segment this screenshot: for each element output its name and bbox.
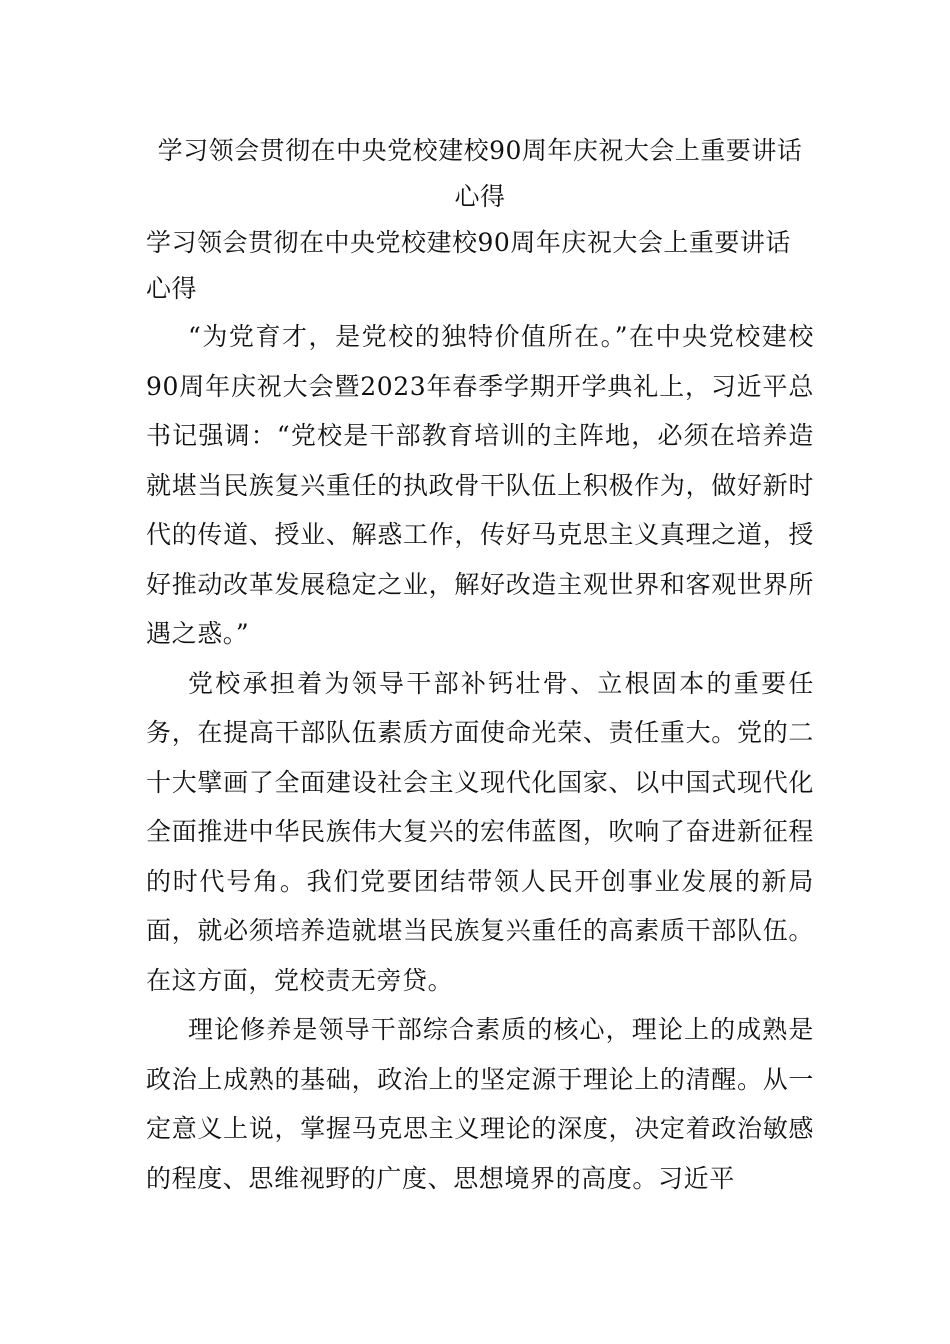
document-page [146, 128, 814, 1203]
paragraph-3: 理论修养是领导干部综合素质的核心，理论上的成熟是政治上成熟的基础，政治上的坚定源于理论上的清醒。从一定意义上说，掌握马克思主义理论的深度，决定着政治敏感的程度、思维视野的广度、思想境界的高度。习近平 [146, 1015, 814, 1193]
paragraph-1: “为党育才，是党校的独特价值所在。”在中央党校建校90周年庆祝大会暨2023年春季学期开学典礼上，习近平总书记强调：“党校是干部教育培训的主阵地，必须在培养造就堪当民族复兴重任的执政骨干队伍上积极作为，做好新时代的传道、授业、解惑工作，传好马克思主义真理之道，授好推动改革发展稳定之业，解好改造主观世界和客观世界所遇之惑。” [146, 322, 814, 648]
document-subtitle: 学习领会贯彻在中央党校建校90周年庆祝大会上重要讲话心得 [146, 228, 791, 303]
paragraph-2: 党校承担着为领导干部补钙壮骨、立根固本的重要任务，在提高干部队伍素质方面使命光荣、责任重大。党的二十大擘画了全面建设社会主义现代化国家、以中国式现代化全面推进中华民族伟大复兴的宏伟蓝图，吹响了奋进新征程的时代号角。我们党要团结带领人民开创事业发展的新局面，就必须培养造就堪当民族复兴重任的高素质干部队伍。在这方面，党校责无旁贷。 [146, 668, 814, 995]
document-title: 学习领会贯彻在中央党校建校90周年庆祝大会上重要讲话心得 [157, 136, 803, 211]
